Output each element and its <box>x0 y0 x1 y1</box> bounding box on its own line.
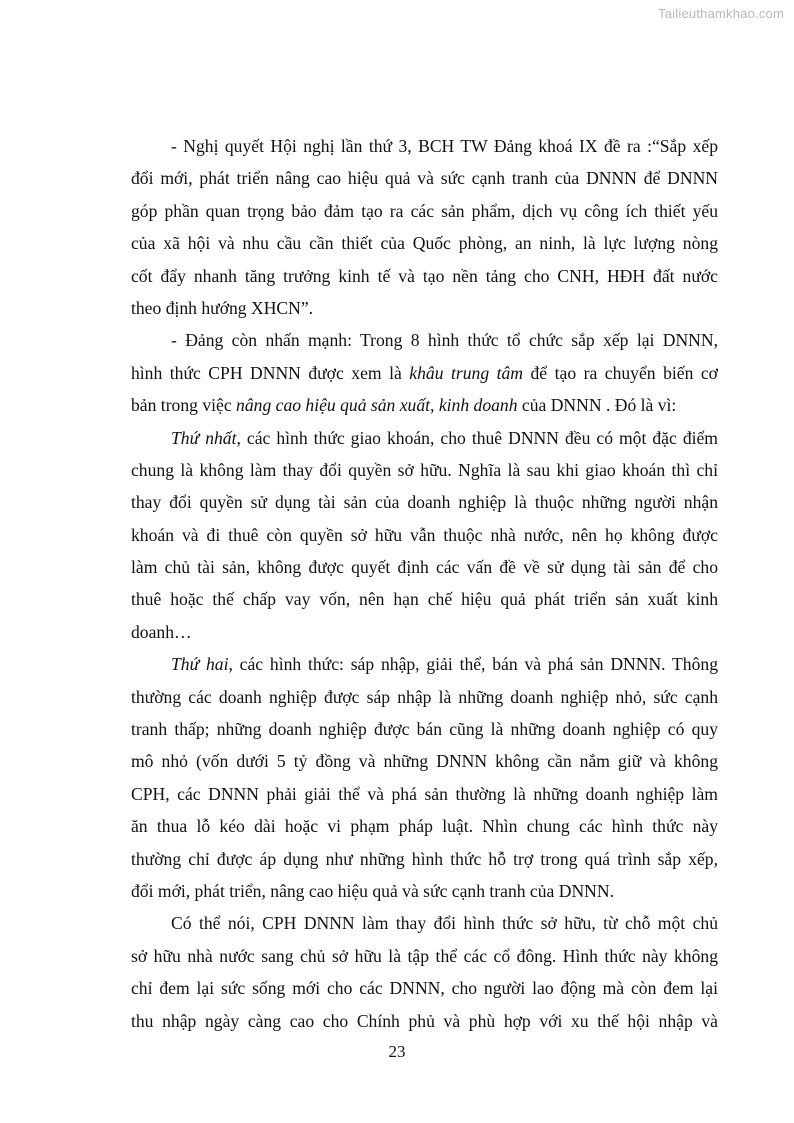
document-body <box>131 130 718 1037</box>
text-line <box>131 681 718 713</box>
text-segment: doanh… <box>131 621 192 642</box>
text-line <box>131 648 718 680</box>
text-line <box>131 486 718 518</box>
text-segment: hình thức CPH DNNN được xem là <box>131 362 410 383</box>
text-line <box>131 810 718 842</box>
italic-text: Thứ nhất <box>171 427 237 448</box>
text-line <box>131 324 718 356</box>
text-line <box>131 875 718 907</box>
text-segment: thường chỉ được áp dụng như những hình thức hỗ trợ trong quá trình sắp xếp, <box>131 848 718 869</box>
text-segment: khoán và đi thuê còn quyền sở hữu vẫn thuộc nhà nước, nên họ không được <box>131 524 718 545</box>
text-segment: thuê hoặc thế chấp vay vốn, nên hạn chế hiệu quả phát triển sản xuất kinh <box>131 589 718 610</box>
text-line <box>131 745 718 777</box>
text-segment: của xã hội và nhu cầu cần thiết của Quốc phòng, an ninh, là lực lượng nòng <box>131 233 718 254</box>
text-line <box>131 389 718 421</box>
text-line <box>131 616 718 648</box>
text-segment: thường các doanh nghiệp được sáp nhập là những doanh nghiệp nhỏ, sức cạnh <box>131 686 718 707</box>
text-segment: , các hình thức: sáp nhập, giải thể, bán và phá sản DNNN. Thông <box>228 654 718 675</box>
page-number: 23 <box>388 1042 406 1061</box>
text-line <box>131 292 718 324</box>
text-segment: tranh thấp; những doanh nghiệp được bán cũng là những doanh nghiệp có quy <box>131 719 718 740</box>
text-segment: để tạo ra chuyển biến cơ <box>523 362 718 383</box>
text-segment: Có thể nói, CPH DNNN làm thay đổi hình thức sở hữu, từ chỗ một chủ <box>171 913 718 934</box>
italic-text: Thứ hai <box>171 654 229 675</box>
watermark: Tailieuthamkhao.com <box>658 6 784 21</box>
text-segment: bản trong việc <box>131 395 237 416</box>
text-line <box>131 130 718 162</box>
text-segment: đổi mới, phát triển, nâng cao hiệu quả và sức cạnh tranh của DNNN. <box>131 880 614 901</box>
text-line <box>131 357 718 389</box>
italic-text: khâu trung tâm <box>409 362 524 383</box>
text-line <box>131 713 718 745</box>
text-segment: thay đổi quyền sử dụng tài sản của doanh nghiệp là thuộc những người nhận <box>131 492 718 513</box>
text-line <box>131 972 718 1004</box>
text-segment: CPH, các DNNN phải giải thể và phá sản thường là những doanh nghiệp làm <box>131 783 718 804</box>
text-segment: góp phần quan trọng bảo đảm tạo ra các sản phẩm, dịch vụ công ích thiết yếu <box>131 200 718 221</box>
text-line <box>131 454 718 486</box>
text-line <box>131 551 718 583</box>
italic-text: nâng cao hiệu quả sản xuất, kinh doanh <box>236 395 518 416</box>
text-line <box>131 583 718 615</box>
text-segment: mô nhỏ (vốn dưới 5 tỷ đồng và những DNNN không cần nắm giữ và không <box>131 751 718 772</box>
text-segment: chỉ đem lại sức sống mới cho các DNNN, cho người lao động mà còn đem lại <box>131 978 718 999</box>
text-line <box>131 227 718 259</box>
text-segment: cốt đẩy nhanh tăng trưởng kinh tế và tạo nền tảng cho CNH, HĐH đất nước <box>131 265 718 286</box>
text-segment: - Đảng còn nhấn mạnh: Trong 8 hình thức tổ chức sắp xếp lại DNNN, <box>171 330 718 351</box>
text-line <box>131 162 718 194</box>
text-line <box>131 260 718 292</box>
text-segment: của DNNN . Đó là vì: <box>517 395 677 416</box>
text-segment: ăn thua lỗ kéo dài hoặc vi phạm pháp luật. Nhìn chung các hình thức này <box>131 816 718 837</box>
text-line <box>131 940 718 972</box>
text-line <box>131 195 718 227</box>
text-segment: chung là không làm thay đổi quyền sở hữu. Nghĩa là sau khi giao khoán thì chỉ <box>131 459 718 480</box>
text-line <box>131 778 718 810</box>
text-segment: - Nghị quyết Hội nghị lần thứ 3, BCH TW Đảng khoá IX đề ra :“Sắp xếp <box>171 136 718 156</box>
text-segment: thu nhập ngày càng cao cho Chính phủ và phù hợp với xu thế hội nhập và <box>131 1010 718 1031</box>
text-segment: , các hình thức giao khoán, cho thuê DNNN đều có một đặc điểm <box>236 427 718 448</box>
text-line <box>131 907 718 939</box>
text-line <box>131 519 718 551</box>
text-segment: làm chủ tài sản, không được quyết định các vấn đề về sử dụng tài sản để cho <box>131 557 718 578</box>
text-segment: đổi mới, phát triển nâng cao hiệu quả và sức cạnh tranh của DNNN để DNNN <box>131 168 718 189</box>
text-line <box>131 1005 718 1037</box>
text-segment: theo định hướng XHCN”. <box>131 297 314 318</box>
text-segment: sở hữu nhà nước sang chủ sở hữu là tập thể các cổ đông. Hình thức này không <box>131 945 718 966</box>
text-line <box>131 843 718 875</box>
text-line <box>131 422 718 454</box>
